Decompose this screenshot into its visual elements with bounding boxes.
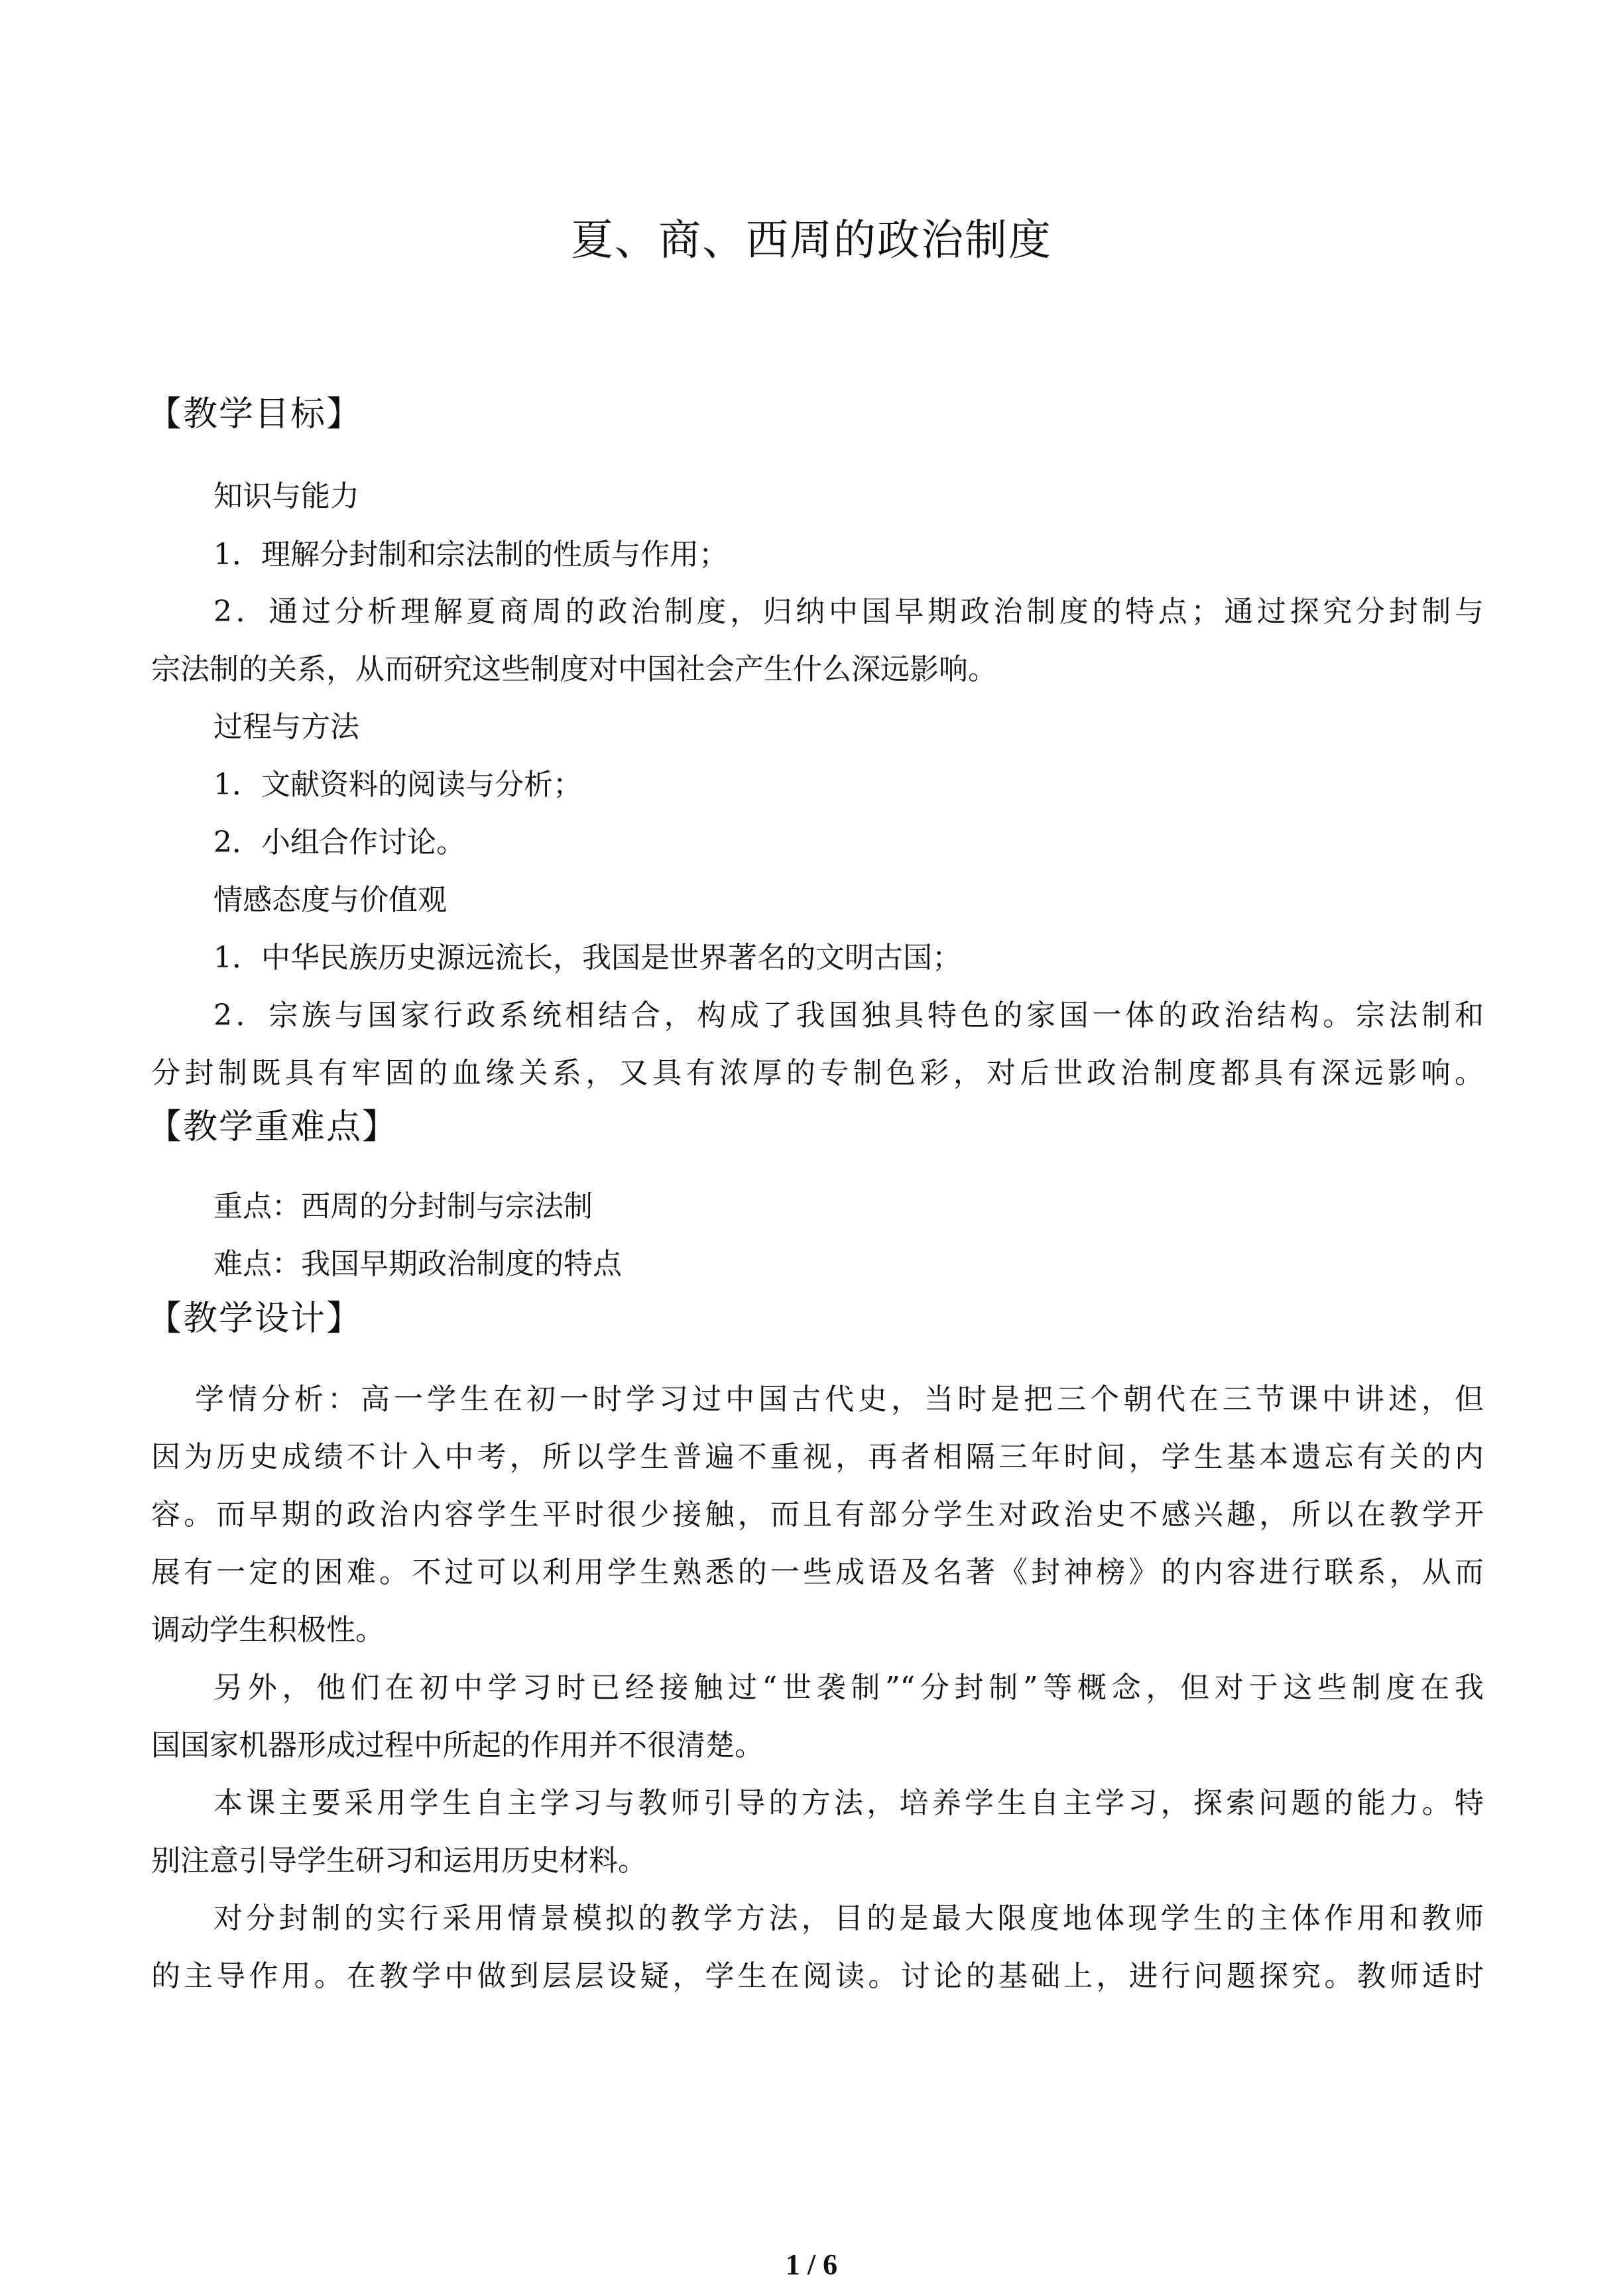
list-item: 1．理解分封制和宗法制的性质与作用； bbox=[213, 538, 728, 572]
paragraph-line: 别注意引导学生研习和运用历史材料。 bbox=[151, 1844, 647, 1878]
paragraph-line: 国国家机器形成过程中所起的作用并不很清楚。 bbox=[151, 1728, 764, 1762]
paragraph-line: 学情分析：高一学生在初一时学习过中国古代史，当时是把三个朝代在三节课中讲述，但 bbox=[195, 1382, 1484, 1416]
list-item: 2．小组合作讨论。 bbox=[213, 825, 465, 859]
paragraph-line: 展有一定的困难。不过可以利用学生熟悉的一些成语及名著《封神榜》的内容进行联系，从而 bbox=[151, 1555, 1484, 1589]
difficulty-point: 难点：我国早期政治制度的特点 bbox=[213, 1247, 622, 1281]
paragraph-line: 2．通过分析理解夏商周的政治制度，归纳中国早期政治制度的特点；通过探究分封制与 bbox=[213, 595, 1484, 629]
subheading-knowledge: 知识与能力 bbox=[213, 479, 359, 513]
paragraph-line: 对分封制的实行采用情景模拟的教学方法，目的是最大限度地体现学生的主体作用和教师 bbox=[213, 1902, 1484, 1935]
subheading-emotion: 情感态度与价值观 bbox=[213, 883, 447, 917]
page-number: 1 / 6 bbox=[785, 2248, 838, 2281]
section-heading-key-points: 【教学重难点】 bbox=[147, 1107, 398, 1147]
paragraph-line: 本课主要采用学生自主学习与教师引导的方法，培养学生自主学习，探索问题的能力。特 bbox=[213, 1786, 1484, 1820]
paragraph-line: 的主导作用。在教学中做到层层设疑，学生在阅读。讨论的基础上，进行问题探究。教师适时 bbox=[151, 1959, 1484, 1993]
list-item: 1．中华民族历史源远流长，我国是世界著名的文明古国； bbox=[213, 941, 961, 975]
list-item: 1．文献资料的阅读与分析； bbox=[213, 768, 582, 802]
paragraph-line: 2．宗族与国家行政系统相结合，构成了我国独具特色的家国一体的政治结构。宗法制和 bbox=[213, 998, 1484, 1032]
page-title: 夏、商、西周的政治制度 bbox=[571, 216, 1052, 265]
paragraph-line: 分封制既具有牢固的血缘关系，又具有浓厚的专制色彩，对后世政治制度都具有深远影响。 bbox=[151, 1056, 1484, 1090]
paragraph-line: 宗法制的关系，从而研究这些制度对中国社会产生什么深远影响。 bbox=[151, 652, 997, 686]
paragraph-line: 容。而早期的政治内容学生平时很少接触，而且有部分学生对政治史不感兴趣，所以在教学开 bbox=[151, 1498, 1484, 1532]
paragraph-line: 因为历史成绩不计入中考，所以学生普遍不重视，再者相隔三年时间，学生基本遗忘有关的内 bbox=[151, 1440, 1484, 1474]
key-point: 重点：西周的分封制与宗法制 bbox=[213, 1189, 593, 1223]
section-heading-objectives: 【教学目标】 bbox=[147, 394, 363, 434]
section-heading-design: 【教学设计】 bbox=[147, 1299, 363, 1339]
paragraph-line: 另外，他们在初中学习时已经接触过“世袭制”“分封制”等概念，但对于这些制度在我 bbox=[213, 1671, 1484, 1705]
paragraph-line: 调动学生积极性。 bbox=[151, 1613, 385, 1647]
subheading-process: 过程与方法 bbox=[213, 710, 359, 744]
